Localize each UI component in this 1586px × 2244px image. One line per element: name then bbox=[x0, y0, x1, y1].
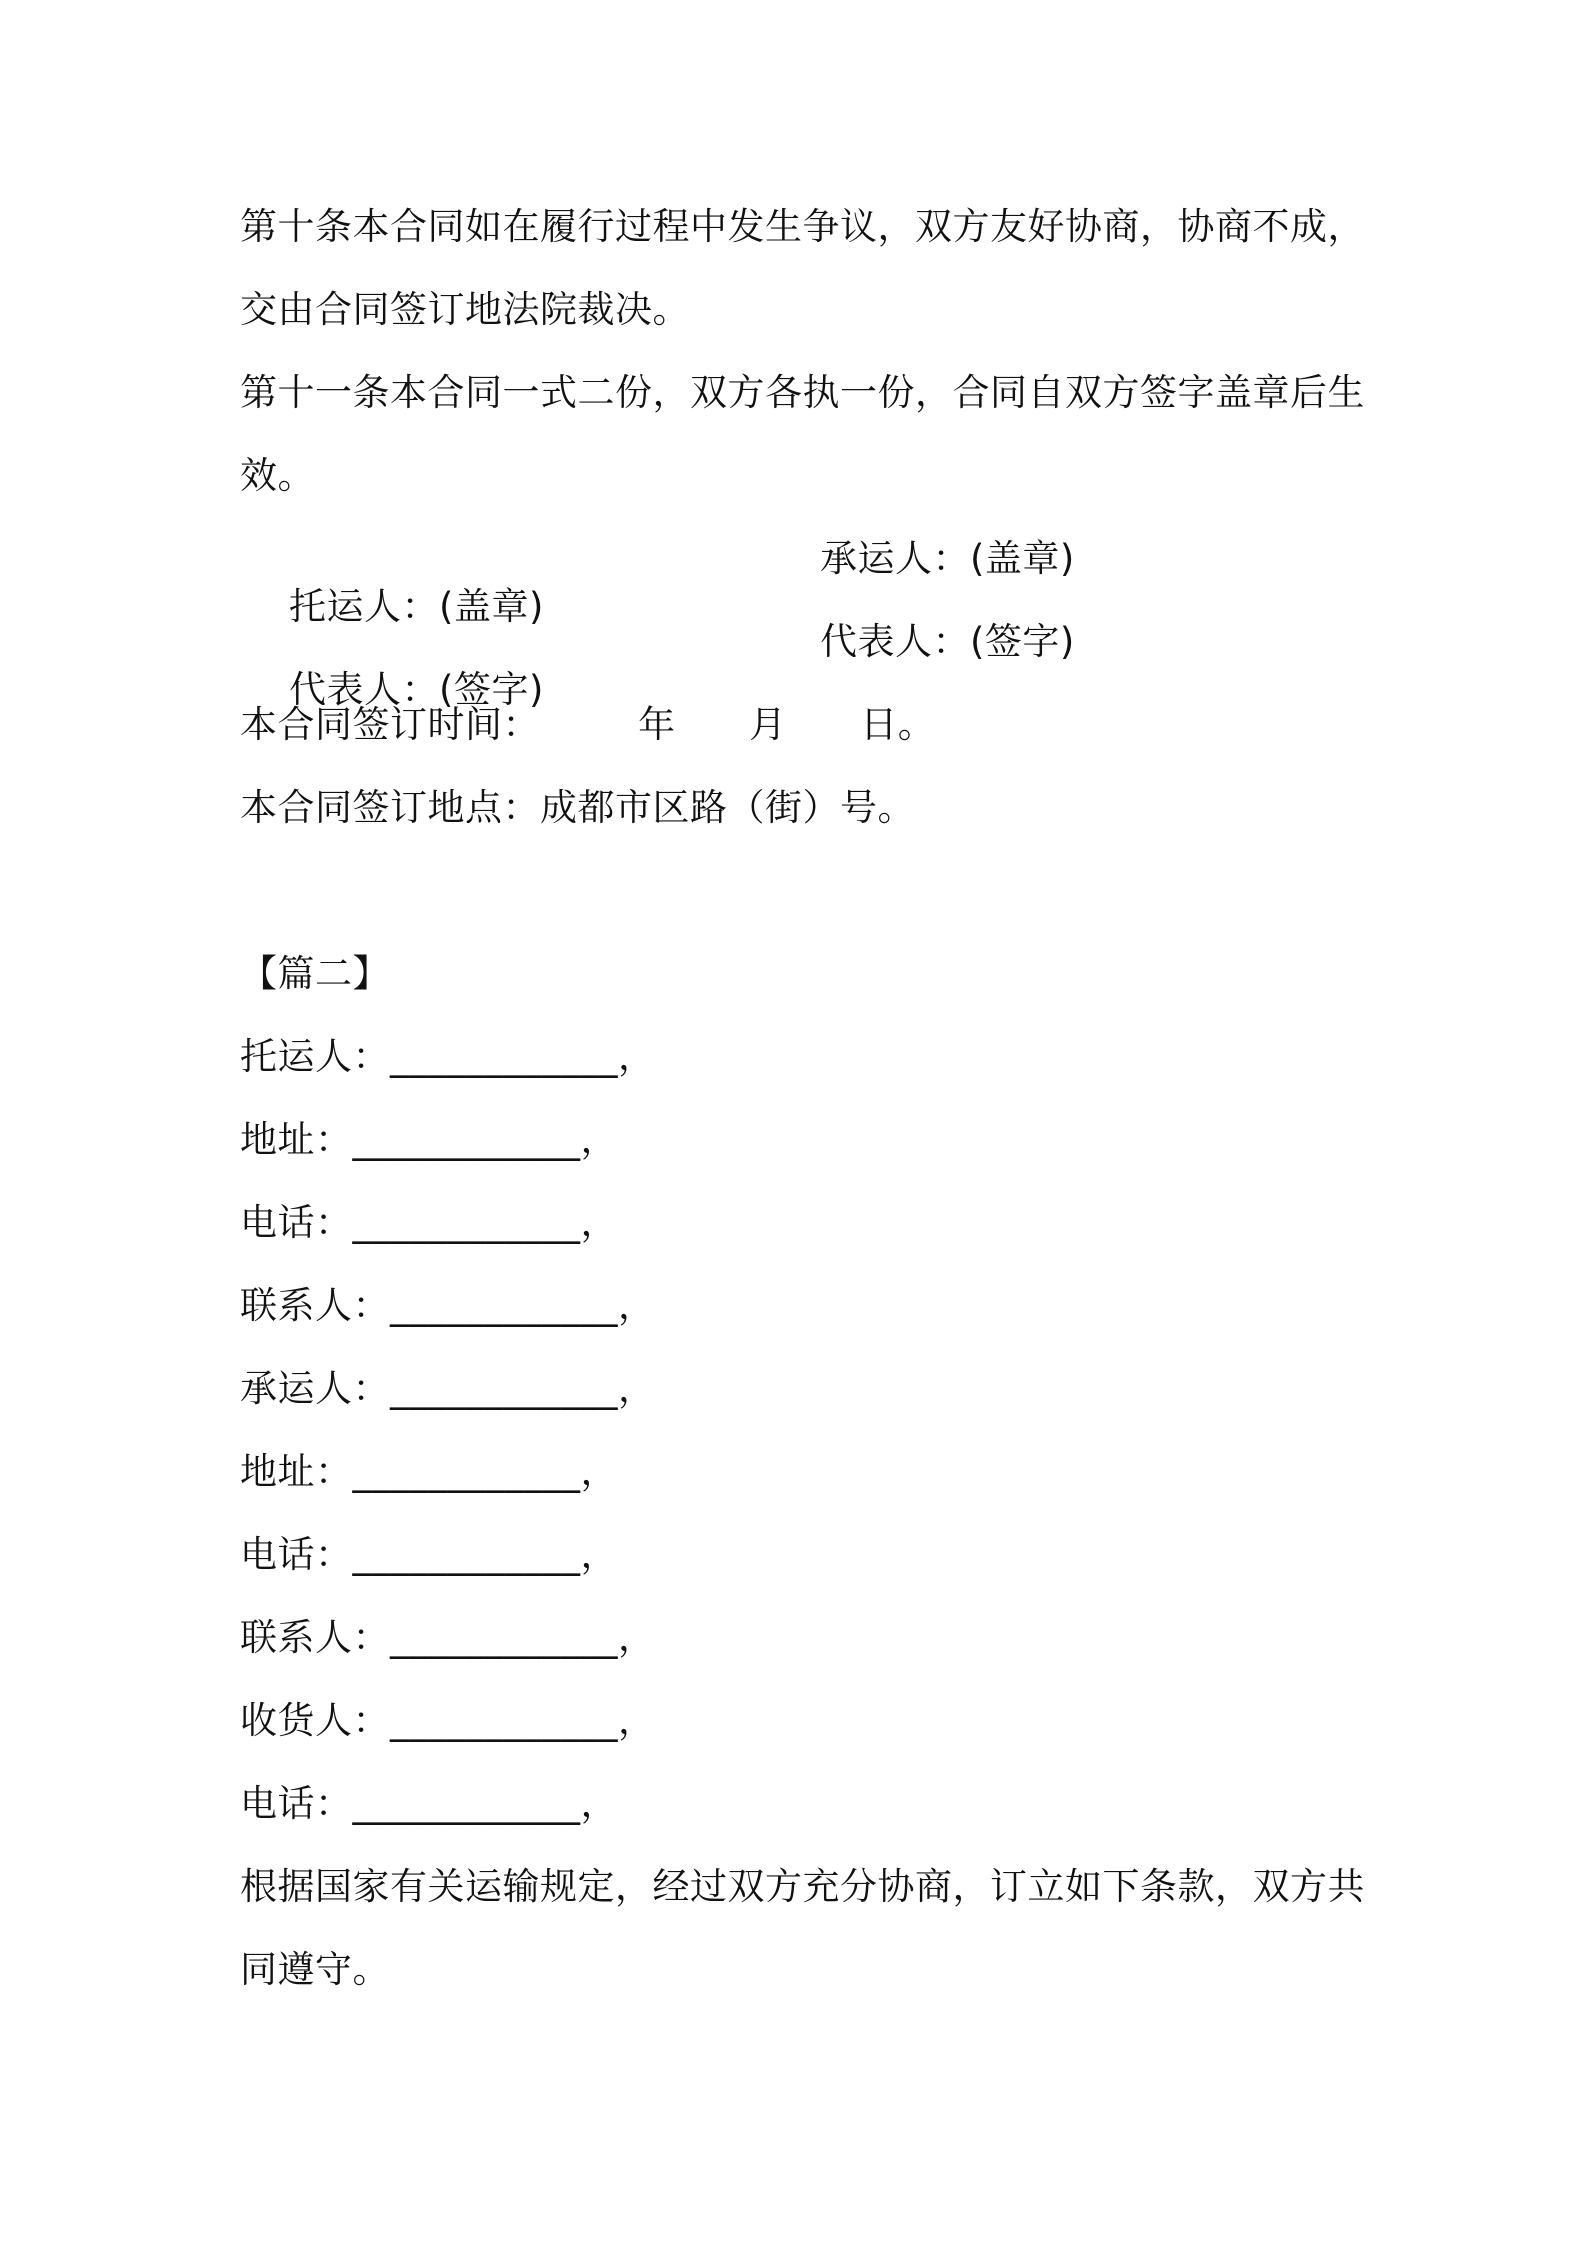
field-shipper-contact: 联系人：____________， bbox=[240, 1284, 656, 1327]
signing-time: 本合同签订时间： 年 月 日。 bbox=[240, 703, 936, 746]
shipper-rep-label: 代表人：(签字) bbox=[289, 668, 544, 711]
field-consignee-phone: 电话：____________， bbox=[240, 1782, 618, 1825]
article-11-line-2: 效。 bbox=[240, 454, 315, 497]
field-shipper: 托运人：____________， bbox=[240, 1035, 656, 1078]
intro-line-1: 根据国家有关运输规定，经过双方充分协商，订立如下条款，双方共 bbox=[240, 1865, 1365, 1908]
shipper-seal-label: 托运人：(盖章) bbox=[289, 585, 544, 628]
field-carrier-phone: 电话：____________， bbox=[240, 1533, 618, 1576]
field-shipper-phone: 电话：____________， bbox=[240, 1201, 618, 1244]
field-carrier: 承运人：____________， bbox=[240, 1367, 656, 1410]
field-carrier-contact: 联系人：____________， bbox=[240, 1616, 656, 1659]
field-shipper-address: 地址：____________， bbox=[240, 1118, 618, 1161]
article-10-line-2: 交由合同签订地法院裁决。 bbox=[240, 288, 690, 331]
carrier-seal-label: 承运人：(盖章) bbox=[820, 537, 1075, 580]
field-carrier-address: 地址：____________， bbox=[240, 1450, 618, 1493]
intro-line-2: 同遵守。 bbox=[240, 1948, 390, 1991]
carrier-rep-label: 代表人：(签字) bbox=[820, 620, 1075, 663]
article-10-line-1: 第十条本合同如在履行过程中发生争议，双方友好协商，协商不成， bbox=[240, 205, 1365, 248]
section-2-title: 【篇二】 bbox=[240, 952, 390, 995]
article-11-line-1: 第十一条本合同一式二份，双方各执一份，合同自双方签字盖章后生 bbox=[240, 371, 1365, 414]
signing-place: 本合同签订地点：成都市区路（街）号。 bbox=[240, 786, 915, 829]
field-consignee: 收货人：____________， bbox=[240, 1699, 656, 1742]
